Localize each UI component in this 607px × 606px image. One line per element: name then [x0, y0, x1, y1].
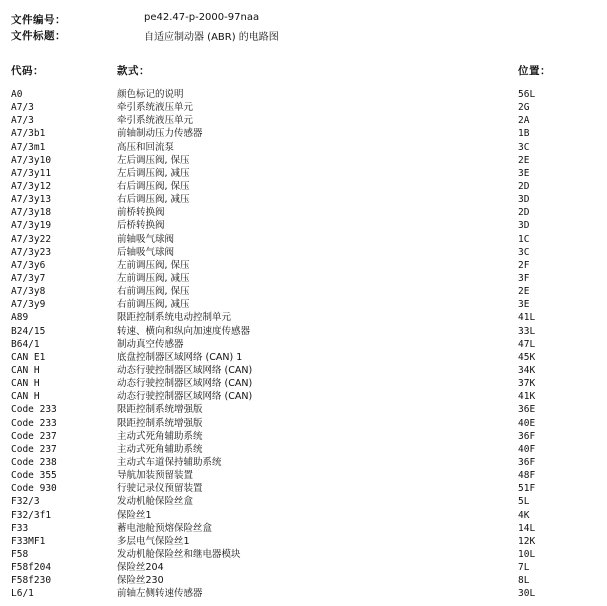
table-row: [0, 403, 607, 416]
file-title-value: 自适应制动器 (ABR) 的电路图: [144, 32, 279, 43]
table-row: [0, 430, 607, 443]
row-code: A7/3b1: [11, 128, 46, 140]
row-code: F58: [11, 548, 29, 560]
row-code: Code 233: [11, 404, 57, 416]
row-code: F33: [11, 522, 29, 534]
row-location: 40F: [518, 443, 536, 455]
column-header-location: 位置：: [518, 65, 551, 77]
row-description: 右前调压阀, 减压: [117, 299, 190, 311]
table-row: [0, 574, 607, 587]
table-row: [0, 114, 607, 127]
row-description: 前轴吸气球阀: [117, 233, 175, 245]
row-code: CAN H: [11, 391, 40, 403]
row-description: 主动式车道保持辅助系统: [117, 456, 222, 468]
row-location: 56L: [518, 89, 536, 100]
row-location: 5L: [518, 496, 530, 508]
row-code: A7/3: [11, 115, 34, 127]
row-description: 保险丝204: [117, 562, 164, 574]
row-location: 47L: [518, 338, 536, 350]
table-row: [0, 456, 607, 469]
row-description: 左前调压阀, 保压: [117, 259, 190, 271]
component-table: [0, 88, 607, 600]
row-description: 限距控制系统增强版: [117, 417, 203, 429]
table-row: [0, 101, 607, 114]
table-row: [0, 364, 607, 377]
file-number-label: 文件编号：: [11, 14, 66, 26]
row-location: 2D: [518, 180, 530, 192]
row-location: 48F: [518, 470, 536, 482]
row-code: A0: [11, 89, 23, 100]
table-row: [0, 233, 607, 246]
row-code: CAN H: [11, 364, 40, 376]
row-code: F33MF1: [11, 535, 46, 547]
table-row: [0, 141, 607, 154]
row-description: 左前调压阀, 减压: [117, 272, 190, 284]
column-header-description: 款式：: [117, 65, 150, 77]
row-code: Code 930: [11, 483, 57, 495]
row-code: A7/3m1: [11, 141, 46, 153]
row-code: Code 355: [11, 470, 57, 482]
row-location: 3D: [518, 220, 530, 232]
row-code: Code 238: [11, 456, 57, 468]
row-description: 主动式死角辅助系统: [117, 430, 203, 442]
table-row: [0, 206, 607, 219]
row-code: A7/3y9: [11, 299, 46, 311]
row-description: 主动式死角辅助系统: [117, 443, 203, 455]
row-description: 右后调压阀, 减压: [117, 194, 190, 206]
table-row: [0, 259, 607, 272]
table-row: [0, 180, 607, 193]
row-description: 转速、横向和纵向加速度传感器: [117, 325, 251, 337]
row-location: 51F: [518, 483, 536, 495]
row-description: 保险丝230: [117, 575, 164, 587]
row-code: A7/3y10: [11, 154, 52, 166]
table-row: [0, 469, 607, 482]
row-location: 2D: [518, 207, 530, 219]
table-row: [0, 298, 607, 311]
row-description: 动态行驶控制器区域网络 (CAN): [117, 391, 253, 403]
row-location: 45K: [518, 351, 536, 363]
table-row: [0, 285, 607, 298]
row-location: 2A: [518, 115, 530, 127]
row-code: A7/3y13: [11, 194, 52, 206]
row-location: 33L: [518, 325, 536, 337]
row-code: F32/3: [11, 496, 40, 508]
table-row: [0, 127, 607, 140]
row-description: 颜色标记的说明: [117, 89, 184, 100]
row-description: 右后调压阀, 保压: [117, 180, 190, 192]
row-description: 左后调压阀, 减压: [117, 167, 190, 179]
row-location: 2E: [518, 286, 530, 298]
row-description: 高压和回流泵: [117, 141, 175, 153]
row-description: 多层电气保险丝1: [117, 535, 190, 547]
row-code: A7/3y22: [11, 233, 52, 245]
row-code: A7/3y7: [11, 272, 46, 284]
row-description: 限距控制系统增强版: [117, 404, 203, 416]
table-row: [0, 390, 607, 403]
row-location: 37K: [518, 378, 536, 390]
row-description: 后轴吸气球阀: [117, 246, 175, 258]
row-description: 右前调压阀, 保压: [117, 286, 190, 298]
table-row: [0, 311, 607, 324]
table-row: [0, 443, 607, 456]
row-description: 导航加装预留装置: [117, 470, 194, 482]
row-description: 前轴左侧转速传感器: [117, 588, 203, 600]
table-row: [0, 167, 607, 180]
row-code: CAN H: [11, 378, 40, 390]
row-description: 牵引系统液压单元: [117, 102, 194, 114]
row-code: A7/3y19: [11, 220, 52, 232]
table-row: [0, 351, 607, 364]
row-description: 制动真空传感器: [117, 338, 184, 350]
row-code: CAN E1: [11, 351, 46, 363]
row-location: 2F: [518, 259, 530, 271]
row-code: Code 237: [11, 443, 57, 455]
row-code: B24/15: [11, 325, 46, 337]
row-description: 动态行驶控制器区域网络 (CAN): [117, 364, 253, 376]
row-location: 3F: [518, 272, 530, 284]
row-location: 34K: [518, 364, 536, 376]
row-code: A7/3y18: [11, 207, 52, 219]
table-row: [0, 561, 607, 574]
row-description: 前桥转换阀: [117, 207, 165, 219]
table-row: [0, 88, 607, 101]
row-description: 限距控制系统电动控制单元: [117, 312, 232, 324]
table-row: [0, 325, 607, 338]
row-code: A7/3y8: [11, 286, 46, 298]
row-code: A7/3: [11, 102, 34, 114]
row-description: 左后调压阀, 保压: [117, 154, 190, 166]
row-location: 2G: [518, 102, 530, 114]
row-location: 3E: [518, 167, 530, 179]
file-number-value: pe42.47-p-2000-97naa: [144, 12, 260, 23]
row-code: A7/3y6: [11, 259, 46, 271]
row-description: 保险丝1: [117, 509, 152, 521]
row-code: A7/3y12: [11, 180, 52, 192]
row-location: 36E: [518, 404, 536, 416]
row-description: 发动机舱保险丝盒: [117, 496, 194, 508]
row-code: A7/3y23: [11, 246, 52, 258]
row-description: 行驶记录仪预留装置: [117, 483, 203, 495]
row-location: 36F: [518, 430, 536, 442]
row-code: F32/3f1: [11, 509, 52, 521]
row-code: A7/3y11: [11, 167, 52, 179]
row-description: 牵引系统液压单元: [117, 115, 194, 127]
row-code: B64/1: [11, 338, 40, 350]
row-description: 蓄电池舱预熔保险丝盒: [117, 522, 213, 534]
row-location: 4K: [518, 509, 530, 521]
row-description: 发动机舱保险丝和继电器模块: [117, 548, 241, 560]
row-location: 14L: [518, 522, 536, 534]
table-row: [0, 246, 607, 259]
table-row: [0, 482, 607, 495]
row-location: 2E: [518, 154, 530, 166]
row-code: A89: [11, 312, 29, 324]
row-location: 3C: [518, 246, 530, 258]
row-description: 底盘控制器区域网络 (CAN) 1: [117, 351, 243, 363]
table-row: [0, 154, 607, 167]
file-title-label: 文件标题：: [11, 30, 66, 42]
table-row: [0, 417, 607, 430]
row-location: 1B: [518, 128, 530, 140]
row-code: F58f204: [11, 562, 52, 574]
row-location: 3D: [518, 194, 530, 206]
table-row: [0, 272, 607, 285]
row-location: 30L: [518, 588, 536, 600]
row-code: Code 233: [11, 417, 57, 429]
table-row: [0, 495, 607, 508]
row-location: 41L: [518, 312, 536, 324]
row-location: 3C: [518, 141, 530, 153]
column-header-code: 代码：: [11, 65, 44, 77]
row-location: 8L: [518, 575, 530, 587]
row-description: 后桥转换阀: [117, 220, 165, 232]
row-code: Code 237: [11, 430, 57, 442]
row-code: L6/1: [11, 588, 34, 600]
table-row: [0, 193, 607, 206]
row-description: 前轴制动压力传感器: [117, 128, 203, 140]
row-location: 36F: [518, 456, 536, 468]
table-row: [0, 522, 607, 535]
table-row: [0, 535, 607, 548]
row-code: F58f230: [11, 575, 52, 587]
table-row: [0, 509, 607, 522]
row-location: 1C: [518, 233, 530, 245]
table-row: [0, 548, 607, 561]
row-location: 12K: [518, 535, 536, 547]
row-location: 10L: [518, 548, 536, 560]
table-row: [0, 219, 607, 232]
row-location: 41K: [518, 391, 536, 403]
table-row: [0, 338, 607, 351]
row-location: 3E: [518, 299, 530, 311]
row-description: 动态行驶控制器区域网络 (CAN): [117, 378, 253, 390]
row-location: 7L: [518, 562, 530, 574]
row-location: 40E: [518, 417, 536, 429]
table-row: [0, 377, 607, 390]
table-row: [0, 587, 607, 600]
